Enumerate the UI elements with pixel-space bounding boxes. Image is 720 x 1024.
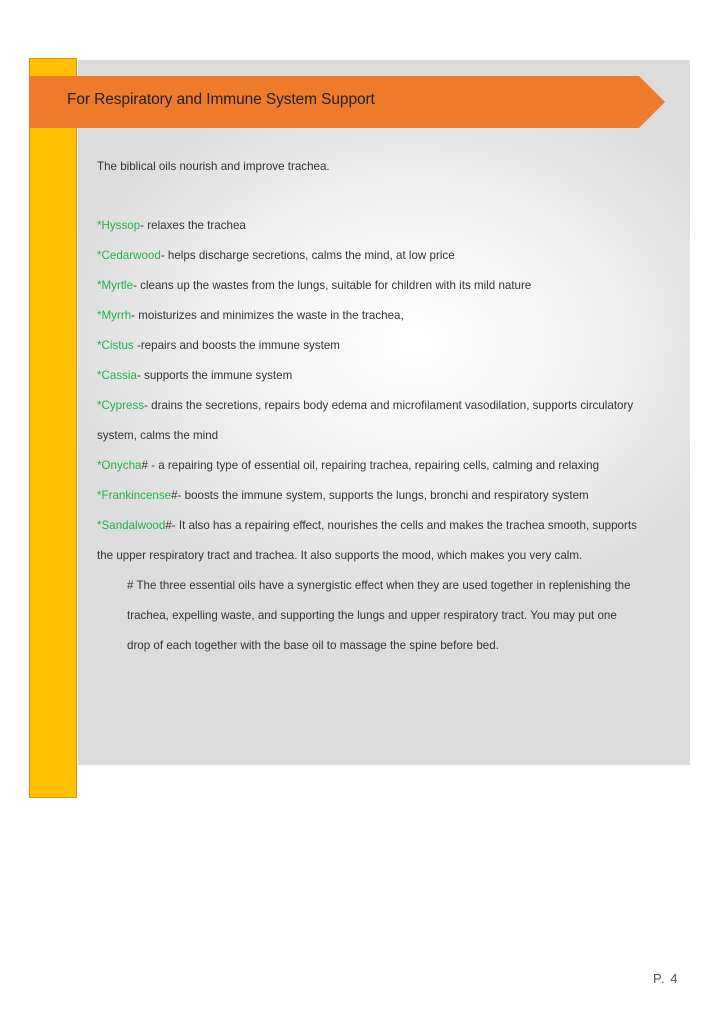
oil-name: *Myrtle xyxy=(97,279,134,292)
page-number: P. 4 xyxy=(653,971,679,986)
note-line: trachea, expelling waste, and supporting the lungs and upper respiratory tract. You may put one xyxy=(127,609,617,622)
oil-description: - moisturizes and minimizes the waste in the trachea, xyxy=(131,309,404,322)
oil-description-continued: system, calms the mind xyxy=(97,429,219,442)
oil-name: *Onycha xyxy=(97,459,142,472)
oil-item xyxy=(97,517,677,547)
oil-description: #- It also has a repairing effect, nourishes the cells and makes the trachea smooth, supports xyxy=(165,519,637,532)
body-text xyxy=(97,158,677,667)
oil-name: *Cypress xyxy=(97,399,145,412)
oil-item xyxy=(97,457,677,487)
oil-name: *Cassia xyxy=(97,369,137,382)
oil-description: #- boosts the immune system, supports the lungs, bronchi and respiratory system xyxy=(171,489,589,502)
oil-item xyxy=(97,307,677,337)
oil-description: - supports the immune system xyxy=(136,369,293,382)
oil-description: # - a repairing type of essential oil, repairing trachea, repairing cells, calming and relaxing xyxy=(141,459,600,472)
intro-text: The biblical oils nourish and improve trachea. xyxy=(97,160,330,173)
oil-name: *Sandalwood xyxy=(97,519,166,532)
oil-description: - relaxes the trachea xyxy=(140,219,246,232)
oil-description: - cleans up the wastes from the lungs, suitable for children with its mild nature xyxy=(133,279,532,292)
oil-item xyxy=(97,337,677,367)
oil-item xyxy=(97,277,677,307)
oil-item xyxy=(97,397,677,427)
page-title: For Respiratory and Immune System Support xyxy=(67,91,375,108)
oil-item xyxy=(97,247,677,277)
oil-description: -repairs and boosts the immune system xyxy=(136,339,340,352)
oil-name: *Hyssop xyxy=(97,219,141,232)
oil-name: *Cedarwood xyxy=(97,249,161,262)
oil-name: *Myrrh xyxy=(97,309,132,322)
note-line: # The three essential oils have a synergistic effect when they are used together in replenishing the xyxy=(127,579,631,592)
oil-name: *Frankincense xyxy=(97,489,172,502)
oil-description: - drains the secretions, repairs body edema and microfilament vasodilation, supports circulatory xyxy=(144,399,634,412)
oil-description-continued: the upper respiratory tract and trachea. It also supports the mood, which makes you very calm. xyxy=(97,549,583,562)
oil-item xyxy=(97,367,677,397)
oil-item xyxy=(97,487,677,517)
oil-description: - helps discharge secretions, calms the mind, at low price xyxy=(160,249,455,262)
oil-name: *Cistus xyxy=(97,339,137,352)
oil-item xyxy=(97,217,677,247)
side-accent-bar xyxy=(29,58,77,798)
note-line: drop of each together with the base oil to massage the spine before bed. xyxy=(127,639,499,652)
